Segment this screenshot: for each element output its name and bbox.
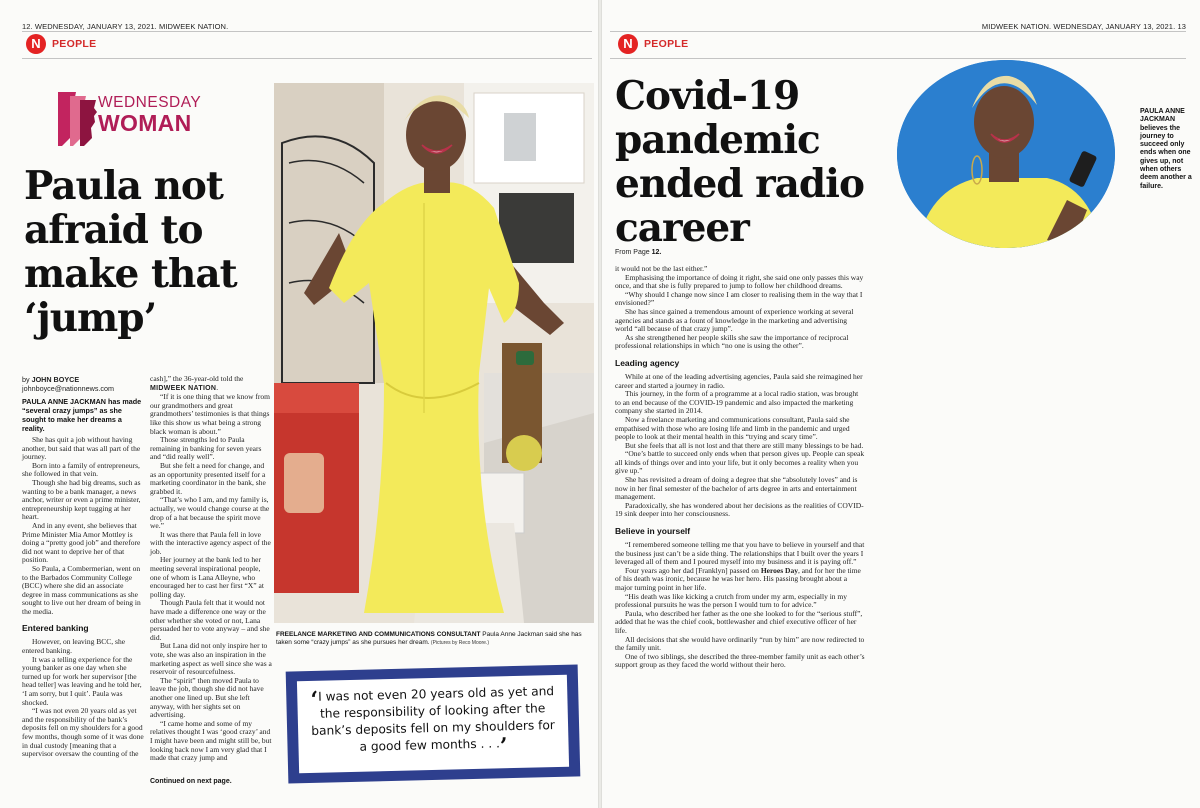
paragraph: Now a freelance marketing and communications consultant, Paula said she empathised with those who are losing life and limb in the pandemic and urged people to look at their mental health in this “trying and scary time”. (615, 414, 850, 442)
folio-left: 12. WEDNESDAY, JANUARY 13, 2021. MIDWEEK NATION. (22, 22, 229, 31)
column-b-paragraphs (150, 393, 272, 763)
col-b-start: cash],” the 36-year-old told the (150, 374, 244, 383)
logo-line2: WOMAN (98, 110, 192, 136)
section-label: PEOPLE (52, 38, 97, 50)
paragraph: Though she had big dreams, such as wanting to be a bank manager, a news anchor, writer or even a prime minister, entrepreneurship kept tugging at her heart. (22, 477, 141, 522)
paragraph: “I remembered someone telling me that you have to believe in yourself and that the business just can’t be a side thing. The relationships that I built over the years I leveraged all of them and I poured myself into my business and it is paying off.” (615, 540, 865, 567)
continued-note: Continued on next page. (150, 778, 232, 785)
paragraph: “I came home and some of my relatives thought I was ‘good crazy’ and I might have been and might still be, but looking back now I am very glad that I made that crazy jump and (150, 718, 272, 763)
caption-bold: FREELANCE MARKETING AND COMMUNICATIONS CONSULTANT (276, 631, 481, 638)
column-r2-paragraphs (615, 541, 865, 567)
lede: PAULA ANNE JACKMAN has made “several crazy jumps” as she sought to make her dreams a reality. (22, 397, 142, 433)
heroes-a: Four years ago her dad [Franklyn] passed on (625, 565, 761, 575)
paragraph: One of two siblings, she described the three-member family unit as each other’s support group as they faced the world without their hero. (615, 651, 865, 670)
column-b (150, 375, 272, 763)
column-a2-paragraphs (22, 638, 144, 758)
paragraph: But Lana did not only inspire her to vote, she was also an inspiration in the marketing aspect as well since she was a reservoir of resourcefulness. (150, 641, 272, 677)
circle-photo (897, 60, 1115, 248)
main-photo (274, 83, 594, 623)
subhead-entered-banking: Entered banking (22, 623, 89, 634)
paragraph: “I was not even 20 years old as yet and the responsibility of the bank’s deposits fell on my shoulders for a good few months, though some of it was done in dual custody [meaning that a supervisor oversaw the counting of the (22, 706, 144, 759)
paragraph: “If it is one thing that we know from our grandmothers and great grandmothers’ testimonies is that things like this show us what being a strong black woman is about.” (150, 392, 270, 436)
folio-right: MIDWEEK NATION. WEDNESDAY, JANUARY 13, 2021. 13 (981, 22, 1186, 31)
section-rule-right (610, 58, 1186, 59)
paragraph: The “spirit” then moved Paula to leave the job, though she did not have another one lined up. But she left anyway, with her sights set on advertising. (150, 675, 264, 720)
pull-quote-close-mark: ’ (499, 733, 508, 760)
caption-credit: (Pictures by Reco Moore.) (429, 640, 490, 646)
paragraph: Though Paula felt that it would not have made a difference one way or the other whether she voted or not, Lana persuaded her to vote anyway – and she did. (150, 598, 270, 642)
from-page-label (615, 249, 661, 256)
pull-quote (286, 664, 581, 783)
column-a (22, 436, 144, 759)
pull-quote-box (297, 675, 569, 774)
paragraph: Her journey at the bank led to her meeting several inspirational people, one of whom is Lana Alleyne, who encouraged her to cast her first “X” at polling day. (150, 555, 264, 599)
logo-line1: WEDNESDAY (98, 94, 202, 111)
section-label-right: PEOPLE (644, 38, 689, 50)
paragraph: “One’s battle to succeed only ends when that person gives up. People can speak all kinds of things over and into your life, but it only becomes a reality when you give up.” (615, 449, 865, 476)
paragraph: All decisions that she would have ordinarily “run by him” are now redirected to the family unit. (615, 634, 865, 653)
column-r-paragraphs (615, 265, 865, 351)
paragraph: Paula, who described her father as the one she looked to for the “serious stuff”, added that he was the chief cook, bottlewasher and chief executive officer of her life. (615, 608, 863, 635)
paragraph: “That’s who I am, and my family is, actually, we would change course at the drop of a hat because the spirit move we.” (150, 495, 270, 531)
subhead-believe-in-yourself: Believe in yourself (615, 526, 691, 537)
paragraph: She has revisited a dream of doing a degree that she “absolutely loves” and is now in her final semester of the bachelor of arts degree in arts and entertainment management. (615, 475, 858, 502)
col-b-paper: MIDWEEK NATION (150, 384, 217, 392)
from-page-number: 12. (651, 249, 662, 256)
column-b-opening (150, 375, 272, 393)
paragraph: So Paula, a Combermerian, went on to the Barbados Community College (BCC) where she did an associate degree in mass communications as she sought to live out her dream of being in the media. (22, 563, 141, 616)
wednesday-woman-logo (52, 88, 222, 150)
headline-left: Paula not afraid to make that ‘jump’ (24, 163, 237, 341)
folio-rule (22, 31, 592, 32)
pull-quote-open-mark: ‘ (310, 686, 319, 713)
section-rule (22, 58, 592, 59)
nation-n-logo-icon: N (26, 34, 46, 54)
paragraph: “His death was like kicking a crutch from under my arm, especially in my professional pursuits he was the person I would turn to for advice.” (615, 591, 848, 610)
byline (22, 375, 114, 393)
paragraph: Born into a family of entrepreneurs, she followed in that vein. (22, 460, 140, 479)
side-caption: PAULA ANNE JACKMAN believes the journey to succeed only ends when one gives up, not when others deem another a failure. (1140, 108, 1192, 190)
paragraph: This journey, in the form of a programme at a local radio station, was brought to an end because of the COVID-19 pandemic and also impacted the marketing company she started in 2014. (615, 389, 859, 416)
paragraph: However, on leaving BCC, she entered banking. (22, 637, 126, 656)
paragraph: It was there that Paula fell in love with the interactive agency aspect of the job. (150, 529, 271, 556)
subhead-leading-agency: Leading agency (615, 357, 680, 368)
woman-portrait-image (274, 83, 594, 623)
headline-right: Covid-19 pandemic ended radio career (615, 73, 865, 251)
folio-rule-right (610, 31, 1186, 32)
heroes-b: Heroes Day (760, 565, 798, 575)
heroes-c: , and for her the time of his death was ironic, because he was her hero. His passing brought about a major turning point in her life. (615, 565, 861, 592)
left-page (0, 0, 598, 808)
paragraph: Emphasising the importance of doing it right, she said one only passes this way once, and that she is fully prepared to jump to follow her childhood dreams. (615, 272, 864, 291)
column-r1-paragraphs (615, 373, 865, 519)
paragraph: While at one of the leading advertising agencies, Paula said she reimagined her career and started a journey in radio. (615, 371, 863, 390)
faces-icon (52, 88, 98, 148)
byline-email: johnboyce@nationnews.com (22, 384, 115, 393)
paragraph: “Why should I change now since I am closer to realising them in the way that I envisioned?” (615, 289, 863, 308)
paragraph: As she strengthened her people skills she saw the importance of reciprocal professional relationships in which “no one is using the other”. (615, 332, 849, 351)
column-r3-paragraphs (615, 593, 865, 670)
nation-n-logo-icon-right: N (618, 34, 638, 54)
col-b-end: . (216, 382, 219, 392)
paragraph: But she felt a need for change, and as an opportunity presented itself for a marketing coordinator in the bank, she grabbed it. (150, 460, 266, 496)
paragraph: Paradoxically, she has wondered about her decisions as the realities of COVID-19 sink deeper into her consciousness. (615, 500, 864, 519)
paragraph: She has since gained a tremendous amount of experience working at several agencies and stands as a fount of knowledge in the marketing and advertising world “all because of that crazy jump”. (615, 306, 854, 334)
paragraph: And in any event, she believes that Prime Minister Mia Amor Mottley is doing a “pretty good job” and therefore did not want to deprive her of that position. (22, 520, 141, 565)
photo-caption (276, 631, 592, 647)
from-label: From Page (615, 249, 652, 256)
byline-author: JOHN BOYCE (31, 375, 80, 384)
paragraph: She has quit a job without having another, but said that was all part of the journey. (22, 435, 141, 462)
caption-text: Paula Anne Jackman said she has taken some “crazy jumps” as she pursues her dream. (276, 631, 582, 646)
paragraph: Those strengths led to Paula remaining in banking for seven years and “did really well”. (150, 435, 262, 462)
woman-phone-image (897, 60, 1115, 248)
column-r (615, 265, 865, 670)
byline-by: by (22, 375, 32, 384)
paragraph: It was a telling experience for the young banker as one day when she turned up for work her supervisor [the head teller] was leaving and he told her, ‘I am sorry, but I quit’. Paula was shocked. (22, 654, 142, 707)
column-a-paragraphs (22, 436, 144, 616)
paragraph: But she feels that all is not lost and that there are still many blessings to be had. (625, 440, 864, 450)
heroes-day-paragraph (615, 567, 865, 593)
paragraph: it would not be the last either.” (615, 264, 708, 273)
pull-quote-text: I was not even 20 years old as yet and the responsibility of looking after the bank’s deposits fell on my shoulders for a good few months . . . (311, 684, 556, 754)
